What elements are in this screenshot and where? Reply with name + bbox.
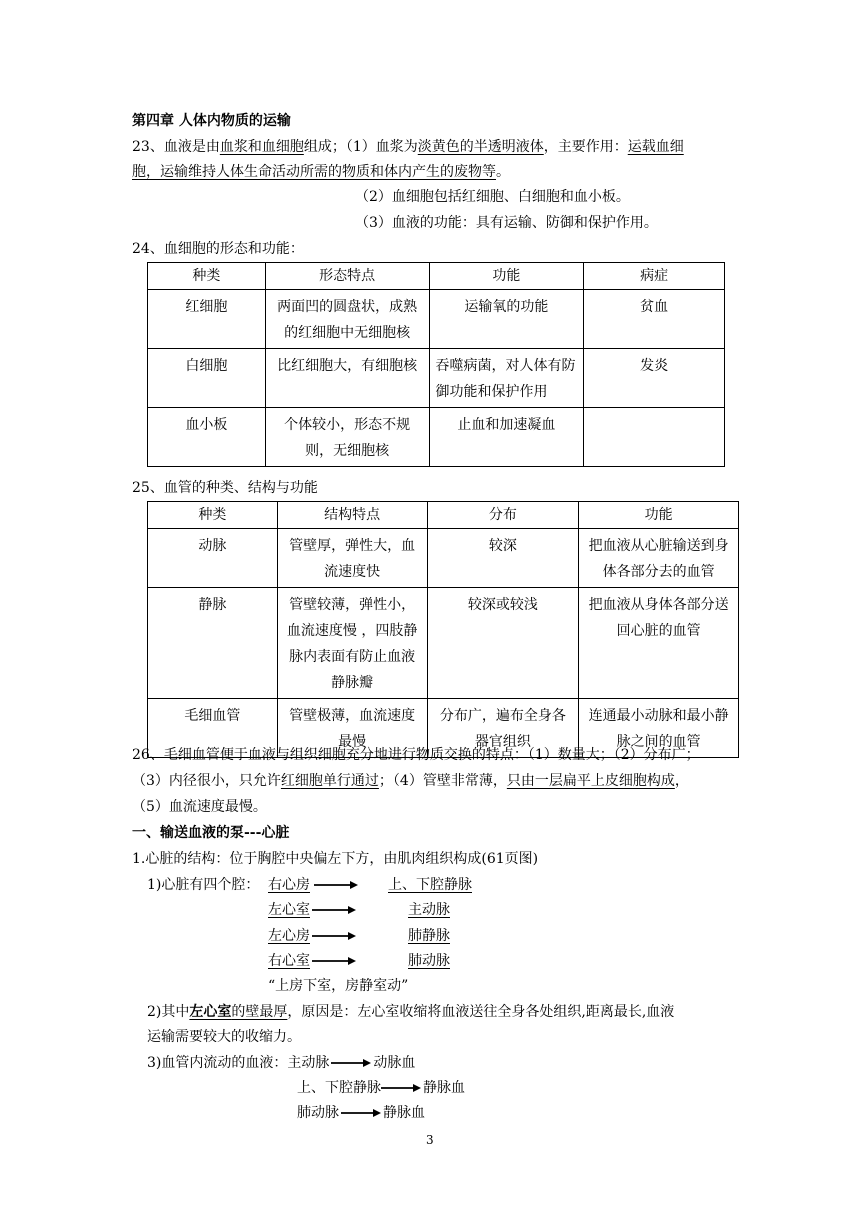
vessel-name: 上、下腔静脉 xyxy=(297,1080,381,1096)
chamber-name: 左心室 xyxy=(268,902,310,918)
arrow-icon xyxy=(312,905,356,915)
header-cell: 形态特点 xyxy=(265,263,429,290)
table-cell: 分布广，遍布全身各器官组织 xyxy=(427,699,579,758)
heart-structure-line: 1.心脏的结构：位于胸腔中央偏左下方，由肌肉组织构成(61页图) xyxy=(132,851,539,867)
table-cell: 把血液从心脏输送到身体各部分去的血管 xyxy=(579,529,739,588)
text: 3)血管内流动的血液： xyxy=(147,1055,288,1071)
table-cell: 红细胞 xyxy=(148,290,266,349)
table-cell: 静脉 xyxy=(148,588,278,699)
text: 2)其中 xyxy=(147,1004,190,1020)
table-cell: 毛细血管 xyxy=(148,699,278,758)
table-row xyxy=(148,588,739,699)
p25-title: 25、血管的种类、结构与功能 xyxy=(132,480,318,496)
blood-type: 动脉血 xyxy=(373,1055,416,1071)
vessel-name: 肺动脉 xyxy=(297,1105,339,1121)
table-header-row xyxy=(148,502,739,529)
text: ，主要作用： xyxy=(543,139,628,155)
header-cell: 功能 xyxy=(579,502,739,529)
arrow-icon xyxy=(314,880,358,890)
table-cell: 吞噬病菌，对人体有防御功能和保护作用 xyxy=(429,349,584,408)
arrow-icon xyxy=(331,1058,371,1068)
chamber-row xyxy=(268,876,500,894)
underlined-text: 运载血细 xyxy=(627,139,684,155)
table-cell: 较深 xyxy=(427,529,579,588)
p23-line-3: （2）血细胞包括红细胞、白细胞和血小板。 xyxy=(355,189,630,205)
table-cell: 血小板 xyxy=(148,408,266,467)
chamber-pair xyxy=(268,952,458,970)
chamber-pair xyxy=(268,876,500,894)
table-cell: 管壁厚，弹性大，血流速度快 xyxy=(277,529,427,588)
vessel-name: 主动脉 xyxy=(408,902,450,918)
text: ；（4）管壁非常薄， xyxy=(378,773,507,789)
chamber-name: 右心房 xyxy=(268,877,310,893)
table-row xyxy=(148,290,725,349)
blood-vessel-table xyxy=(147,501,739,758)
section1-title: 一、输送血液的泵---心脏 xyxy=(132,825,290,841)
table-cell: 连通最小动脉和最小静脉之间的血管 xyxy=(579,699,739,758)
p23-line-2 xyxy=(132,163,510,181)
table-row xyxy=(148,349,725,408)
mnemonic: “上房下室，房静室动” xyxy=(268,978,409,994)
vessel-name: 上、下腔静脉 xyxy=(388,877,472,893)
chamber-name: 右心室 xyxy=(268,953,310,969)
header-cell: 病症 xyxy=(584,263,725,290)
header-cell: 种类 xyxy=(148,502,278,529)
header-cell: 种类 xyxy=(148,263,266,290)
blood-cell-table xyxy=(147,262,725,467)
text: ，原因是：左心室收缩将血液送往全身各处组织,距离最长,血液 xyxy=(287,1004,675,1020)
underlined-text: 血浆和血细胞 xyxy=(219,139,304,155)
header-cell: 分布 xyxy=(427,502,579,529)
chamber-row xyxy=(268,901,464,919)
underlined-text: 左心室 xyxy=(189,1004,232,1020)
table-cell: 个体较小，形态不规则，无细胞核 xyxy=(265,408,429,467)
arrow-icon xyxy=(341,1108,381,1118)
chapter-title: 第四章 人体内物质的运输 xyxy=(132,113,291,129)
table-cell: 管壁较薄，弹性小，血流速度慢 ，四肢静脉内表面有防止血液静脉瓣 xyxy=(277,588,427,699)
left-ventricle-line-2: 运输需要较大的收缩力。 xyxy=(147,1029,301,1045)
table-row xyxy=(148,408,725,467)
table-cell: 两面凹的圆盘状，成熟的红细胞中无细胞核 xyxy=(265,290,429,349)
left-ventricle-line xyxy=(147,1003,674,1021)
vessel-name: 肺静脉 xyxy=(408,928,450,944)
four-chambers-label: 1)心脏有四个腔： xyxy=(147,877,260,893)
arrow-icon xyxy=(381,1083,421,1093)
table-cell: 贫血 xyxy=(584,290,725,349)
table-cell: 运输氧的功能 xyxy=(429,290,584,349)
blood-flow-label xyxy=(147,1054,415,1072)
p26-line-1: 26、毛细血管便于血液与组织细胞充分地进行物质交换的特点：（1）数量大；（2）分布广； xyxy=(132,747,700,763)
p26-line-2 xyxy=(132,772,689,790)
header-cell: 结构特点 xyxy=(277,502,427,529)
p26-line-3: （5）血流速度最慢。 xyxy=(132,799,267,815)
arrow-icon xyxy=(312,956,356,966)
text: 。 xyxy=(496,164,510,180)
table-row xyxy=(148,529,739,588)
table-cell: 止血和加速凝血 xyxy=(429,408,584,467)
chamber-row xyxy=(268,927,464,945)
p23-line-4: （3）血液的功能：具有运输、防御和保护作用。 xyxy=(355,215,658,231)
underlined-text: 淡黄色的半透明液体 xyxy=(417,139,544,155)
underlined-text: 只由一层扁平上皮细胞构成 xyxy=(506,773,675,789)
table-cell: 发炎 xyxy=(584,349,725,408)
text: 23、血液是由 xyxy=(132,139,220,155)
table-cell: 动脉 xyxy=(148,529,278,588)
chamber-pair xyxy=(268,901,464,919)
underlined-text: 红细胞单行通过 xyxy=(280,773,379,789)
text: 组成；（1）血浆为 xyxy=(303,139,418,155)
chamber-pair xyxy=(268,927,464,945)
p24-title: 24、血细胞的形态和功能： xyxy=(132,241,304,257)
page-number: 3 xyxy=(426,1133,434,1147)
header-cell: 功能 xyxy=(429,263,584,290)
underlined-text: 的壁最厚 xyxy=(231,1004,288,1020)
vessel-name: 肺动脉 xyxy=(408,953,450,969)
vessel-name: 主动脉 xyxy=(287,1055,330,1071)
arrow-icon xyxy=(312,931,356,941)
blood-type: 静脉血 xyxy=(383,1105,425,1121)
table-cell: 把血液从身体各部分送回心脏的血管 xyxy=(579,588,739,699)
table-header-row xyxy=(148,263,725,290)
underlined-text: 胞，运输维持人体生命活动所需的物质和体内产生的废物等 xyxy=(132,164,496,180)
table-cell: 管壁极薄，血流速度最慢 xyxy=(277,699,427,758)
table-cell: 比红细胞大，有细胞核 xyxy=(265,349,429,408)
text: （3）内径很小，只允许 xyxy=(132,773,281,789)
text: ， xyxy=(674,773,689,789)
blood-flow-row xyxy=(297,1104,425,1122)
blood-type: 静脉血 xyxy=(423,1080,465,1096)
chamber-name: 左心房 xyxy=(268,928,310,944)
table-cell: 白细胞 xyxy=(148,349,266,408)
blood-flow-row xyxy=(297,1079,465,1097)
chamber-row xyxy=(268,952,458,970)
table-cell xyxy=(584,408,725,467)
p23-line-1 xyxy=(132,138,684,156)
table-cell: 较深或较浅 xyxy=(427,588,579,699)
